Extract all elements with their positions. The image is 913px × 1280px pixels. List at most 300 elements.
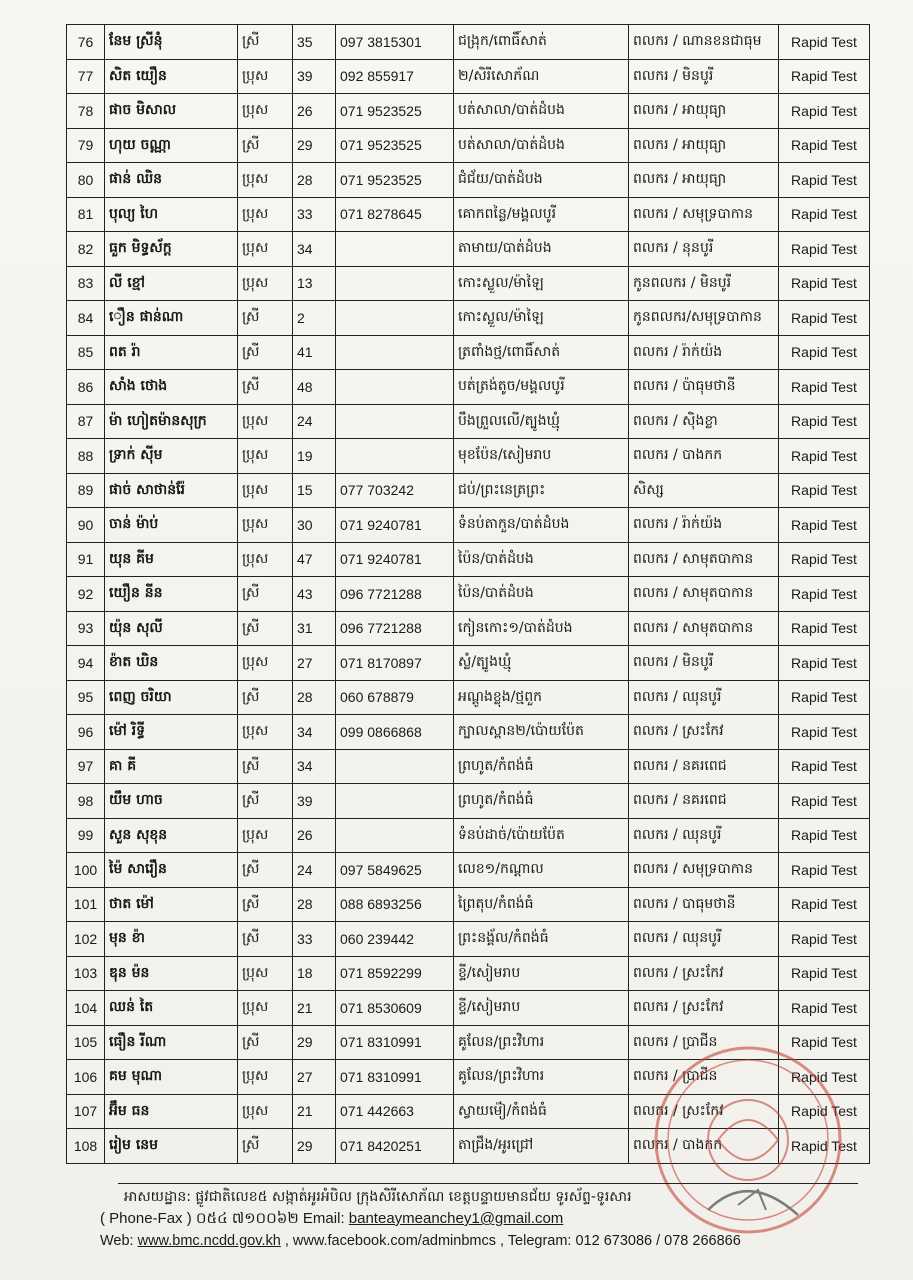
cell-phone-number [336, 818, 454, 853]
cell-row-number: 85 [67, 335, 105, 370]
cell-phone-number: 071 8420251 [336, 1129, 454, 1164]
cell-test-type: Rapid Test [779, 128, 870, 163]
cell-address: ជប់/ព្រះនេត្រព្រះ [454, 473, 629, 508]
cell-age: 48 [293, 370, 336, 405]
cell-occupation-destination: ពលករ / អាយុធ្យា [629, 94, 779, 129]
cell-sex: ស្រី [238, 335, 293, 370]
cell-address: ខ្ទី/សៀមរាប [454, 991, 629, 1026]
footer-divider [118, 1183, 858, 1184]
table-row [67, 715, 870, 750]
cell-row-number: 106 [67, 1060, 105, 1095]
cell-row-number: 83 [67, 266, 105, 301]
cell-age: 18 [293, 956, 336, 991]
table-row [67, 577, 870, 612]
cell-age: 33 [293, 197, 336, 232]
cell-sex: ប្រុស [238, 818, 293, 853]
table-row [67, 473, 870, 508]
cell-phone-number: 071 8592299 [336, 956, 454, 991]
cell-sex: ស្រី [238, 680, 293, 715]
cell-phone-number: 096 7721288 [336, 611, 454, 646]
cell-row-number: 103 [67, 956, 105, 991]
cell-address: លេខ១/កណ្ដាល [454, 853, 629, 888]
cell-test-type: Rapid Test [779, 94, 870, 129]
cell-age: 29 [293, 1129, 336, 1164]
table-row [67, 542, 870, 577]
cell-person-name: ឈន់ តៃ [105, 991, 238, 1026]
cell-age: 39 [293, 784, 336, 819]
table-row [67, 370, 870, 405]
cell-sex: ស្រី [238, 611, 293, 646]
cell-occupation-destination: ពលករ / ស្រះកែវ [629, 956, 779, 991]
cell-address: គូលែន/ព្រះវិហារ [454, 1025, 629, 1060]
cell-test-type: Rapid Test [779, 1129, 870, 1164]
cell-age: 28 [293, 163, 336, 198]
cell-person-name: អ៊ឹម ធន [105, 1094, 238, 1129]
cell-sex: ប្រុស [238, 473, 293, 508]
cell-address: តាមាយ/បាត់ដំបង [454, 232, 629, 267]
cell-age: 26 [293, 818, 336, 853]
cell-test-type: Rapid Test [779, 956, 870, 991]
cell-phone-number: 071 8278645 [336, 197, 454, 232]
cell-address: ប៉ៃន/បាត់ដំបង [454, 542, 629, 577]
cell-row-number: 93 [67, 611, 105, 646]
cell-sex: ស្រី [238, 370, 293, 405]
cell-age: 41 [293, 335, 336, 370]
cell-sex: ប្រុស [238, 1060, 293, 1095]
cell-address: គូលែន/ព្រះវិហារ [454, 1060, 629, 1095]
cell-age: 15 [293, 473, 336, 508]
footer [100, 1186, 880, 1252]
table-row [67, 301, 870, 336]
cell-phone-number: 071 8310991 [336, 1060, 454, 1095]
cell-test-type: Rapid Test [779, 508, 870, 543]
cell-test-type: Rapid Test [779, 163, 870, 198]
cell-person-name: ចាន់ ម៉ាប់ [105, 508, 238, 543]
cell-sex: ស្រី [238, 1025, 293, 1060]
cell-person-name: ផាច់ សាថាន់រ៉ែ [105, 473, 238, 508]
cell-age: 27 [293, 1060, 336, 1095]
cell-test-type: Rapid Test [779, 1094, 870, 1129]
cell-row-number: 94 [67, 646, 105, 681]
cell-phone-number [336, 439, 454, 474]
cell-occupation-destination: ពលករ / រ៉ាក់យ៉ង [629, 335, 779, 370]
cell-phone-number: 060 239442 [336, 922, 454, 957]
cell-sex: ប្រុស [238, 404, 293, 439]
cell-phone-number: 071 9523525 [336, 128, 454, 163]
cell-address: ខ្ទី/សៀមរាប [454, 956, 629, 991]
footer-facebook[interactable]: , www.facebook.com/adminbmcs [280, 1233, 496, 1249]
cell-sex: ស្រី [238, 853, 293, 888]
cell-test-type: Rapid Test [779, 232, 870, 267]
cell-occupation-destination: ពលករ / សមុទ្របាកាន [629, 853, 779, 888]
cell-row-number: 95 [67, 680, 105, 715]
cell-occupation-destination: ពលករ / បាងកក [629, 1129, 779, 1164]
cell-test-type: Rapid Test [779, 335, 870, 370]
cell-row-number: 88 [67, 439, 105, 474]
cell-test-type: Rapid Test [779, 473, 870, 508]
cell-sex: ប្រុស [238, 59, 293, 94]
cell-row-number: 102 [67, 922, 105, 957]
cell-person-name: គម មុណា [105, 1060, 238, 1095]
cell-occupation-destination: ពលករ / សាមុតបាកាន [629, 542, 779, 577]
cell-age: 35 [293, 25, 336, 60]
cell-address: តាជ្រឹង/អូរជ្រៅ [454, 1129, 629, 1164]
table-row [67, 232, 870, 267]
cell-occupation-destination: ពលករ / សាមុតបាកាន [629, 577, 779, 612]
table-row [67, 439, 870, 474]
cell-address: ទំនប់តាកួន/បាត់ដំបង [454, 508, 629, 543]
cell-address: ព្រះនង្គ័ល/កំពង់ធំ [454, 922, 629, 957]
table-row [67, 1094, 870, 1129]
cell-age: 19 [293, 439, 336, 474]
cell-occupation-destination: ពលករ / បាធុមថានី [629, 887, 779, 922]
cell-sex: ប្រុស [238, 163, 293, 198]
cell-occupation-destination: ពលករ / ឈុនបូរី [629, 680, 779, 715]
cell-phone-number: 071 8170897 [336, 646, 454, 681]
cell-occupation-destination: ពលករ / ប្រាជីន [629, 1060, 779, 1095]
cell-test-type: Rapid Test [779, 991, 870, 1026]
cell-age: 2 [293, 301, 336, 336]
cell-address: គោកពន្លៃ/មង្គលបូរី [454, 197, 629, 232]
cell-row-number: 82 [67, 232, 105, 267]
cell-row-number: 78 [67, 94, 105, 129]
cell-phone-number: 097 3815301 [336, 25, 454, 60]
cell-person-name: ឌុន ម៉ន [105, 956, 238, 991]
cell-age: 31 [293, 611, 336, 646]
cell-address: ព្រហូត/កំពង់ធំ [454, 784, 629, 819]
table-row [67, 956, 870, 991]
footer-telegram: , Telegram: 012 673086 / 078 266866 [495, 1233, 741, 1249]
cell-sex: ប្រុស [238, 197, 293, 232]
table-row [67, 646, 870, 681]
cell-row-number: 81 [67, 197, 105, 232]
table-row [67, 508, 870, 543]
cell-row-number: 86 [67, 370, 105, 405]
cell-occupation-destination: ពលករ / មិនបូរី [629, 646, 779, 681]
cell-person-name: នែម ស្រីនុំ [105, 25, 238, 60]
cell-person-name: ថាត ម៉ៅ [105, 887, 238, 922]
cell-address: ត្រពាំងថ្ម/ពោធិ៍សាត់ [454, 335, 629, 370]
cell-person-name: លី ខ្មៅ [105, 266, 238, 301]
cell-phone-number: 071 442663 [336, 1094, 454, 1129]
cell-occupation-destination: កូនពលករ/សមុទ្របាកាន [629, 301, 779, 336]
cell-occupation-destination: ពលករ / សាមុតបាកាន [629, 611, 779, 646]
cell-sex: ប្រុស [238, 991, 293, 1026]
cell-test-type: Rapid Test [779, 370, 870, 405]
cell-person-name: ពត រ៉ា [105, 335, 238, 370]
cell-test-type: Rapid Test [779, 853, 870, 888]
cell-address: ក្បាលស្ពាន២/ប៉ោយប៉ែត [454, 715, 629, 750]
cell-test-type: Rapid Test [779, 577, 870, 612]
cell-address: ២/សិរីសោភ័ណ [454, 59, 629, 94]
cell-phone-number [336, 749, 454, 784]
cell-sex: ប្រុស [238, 1094, 293, 1129]
cell-age: 28 [293, 680, 336, 715]
table-row [67, 887, 870, 922]
cell-occupation-destination: ពលករ / មិនបូរី [629, 59, 779, 94]
cell-sex: ស្រី [238, 784, 293, 819]
cell-age: 21 [293, 1094, 336, 1129]
cell-sex: ស្រី [238, 128, 293, 163]
cell-phone-number: 096 7721288 [336, 577, 454, 612]
cell-phone-number [336, 266, 454, 301]
roster-body [67, 25, 870, 1164]
footer-contact [100, 1208, 880, 1230]
table-row [67, 94, 870, 129]
cell-address: ជង្រុក/ពោធិ៍សាត់ [454, 25, 629, 60]
roster-table [66, 24, 870, 1164]
cell-test-type: Rapid Test [779, 59, 870, 94]
cell-age: 24 [293, 404, 336, 439]
cell-row-number: 108 [67, 1129, 105, 1164]
table-row [67, 128, 870, 163]
cell-phone-number: 071 9240781 [336, 508, 454, 543]
cell-row-number: 96 [67, 715, 105, 750]
cell-age: 34 [293, 749, 336, 784]
cell-person-name: ហុយ ចណ្ណា [105, 128, 238, 163]
cell-sex: ប្រុស [238, 439, 293, 474]
cell-sex: ស្រី [238, 25, 293, 60]
cell-address: ទំនប់ដាច់/ប៉ោយប៉ែត [454, 818, 629, 853]
cell-address: ជំជ័យ/បាត់ដំបង [454, 163, 629, 198]
cell-sex: ស្រី [238, 1129, 293, 1164]
cell-sex: ប្រុស [238, 542, 293, 577]
footer-web-label: Web: [100, 1233, 138, 1249]
cell-age: 29 [293, 1025, 336, 1060]
cell-occupation-destination: ពលករ / ស៊ិងខ្លា [629, 404, 779, 439]
cell-person-name: ពេញ ចរិយា [105, 680, 238, 715]
cell-sex: ប្រុស [238, 956, 293, 991]
cell-sex: ស្រី [238, 922, 293, 957]
cell-person-name: យ៉ុន សុលី [105, 611, 238, 646]
cell-test-type: Rapid Test [779, 197, 870, 232]
cell-test-type: Rapid Test [779, 611, 870, 646]
cell-address: ព្រៃតុប/កំពង់ធំ [454, 887, 629, 922]
cell-age: 29 [293, 128, 336, 163]
cell-person-name: ធួក មិទ្ធស័ក្ដ [105, 232, 238, 267]
cell-phone-number: 071 8530609 [336, 991, 454, 1026]
cell-test-type: Rapid Test [779, 1060, 870, 1095]
table-row [67, 266, 870, 301]
cell-occupation-destination: កូនពលករ / មិនបូរី [629, 266, 779, 301]
cell-row-number: 92 [67, 577, 105, 612]
cell-occupation-destination: ពលករ / នុនបូរី [629, 232, 779, 267]
footer-address: អាសយដ្ឋាន: ផ្លូវជាតិលេខ៥ សង្កាត់អូរអំបិល ក្រុងសិរីសោភ័ណ ខេត្តបន្ទាយមានជ័យ ទូរស័ព្ទ-ទូរសារ [124, 1189, 632, 1205]
footer-email-link[interactable]: banteaymeanchey1@gmail.com [348, 1210, 564, 1227]
cell-row-number: 87 [67, 404, 105, 439]
footer-phone: ( Phone-Fax ) ០៥៤ ៧១០០៦២ Email: [100, 1210, 349, 1227]
cell-phone-number: 088 6893256 [336, 887, 454, 922]
cell-age: 47 [293, 542, 336, 577]
cell-person-name: យុន គីម [105, 542, 238, 577]
cell-row-number: 89 [67, 473, 105, 508]
cell-phone-number: 092 855917 [336, 59, 454, 94]
cell-test-type: Rapid Test [779, 542, 870, 577]
cell-address: មុខប៉ែន/សៀមរាប [454, 439, 629, 474]
cell-row-number: 101 [67, 887, 105, 922]
table-row [67, 991, 870, 1026]
cell-phone-number [336, 404, 454, 439]
table-row [67, 1060, 870, 1095]
cell-sex: ប្រុស [238, 266, 293, 301]
cell-person-name: ទ្រាក់ ស៊ីម [105, 439, 238, 474]
cell-occupation-destination: ពលករ / ឈុនបូរី [629, 922, 779, 957]
cell-test-type: Rapid Test [779, 301, 870, 336]
table-row [67, 1025, 870, 1060]
cell-row-number: 107 [67, 1094, 105, 1129]
cell-row-number: 100 [67, 853, 105, 888]
cell-address: ប៉ៃន/បាត់ដំបង [454, 577, 629, 612]
cell-occupation-destination: ពលករ / ប៉ាធុមថានី [629, 370, 779, 405]
table-row [67, 749, 870, 784]
cell-address: បឹងព្រួលលើ/ត្បូងឃ្មុំ [454, 404, 629, 439]
cell-address: កោះស្លួល/ម៉ាឡៃ [454, 301, 629, 336]
cell-test-type: Rapid Test [779, 715, 870, 750]
cell-age: 39 [293, 59, 336, 94]
cell-person-name: យឹម ហាច [105, 784, 238, 819]
table-row [67, 404, 870, 439]
cell-phone-number: 071 8310991 [336, 1025, 454, 1060]
cell-person-name: ម៉ា ហៀតម៉ានសុក្រ [105, 404, 238, 439]
cell-address: ព្រហូត/កំពង់ធំ [454, 749, 629, 784]
cell-age: 33 [293, 922, 336, 957]
cell-test-type: Rapid Test [779, 1025, 870, 1060]
cell-address: ស្វាយម៉ៀ/កំពង់ធំ [454, 1094, 629, 1129]
cell-row-number: 90 [67, 508, 105, 543]
footer-web [100, 1230, 880, 1252]
table-row [67, 680, 870, 715]
cell-phone-number: 071 9523525 [336, 163, 454, 198]
cell-phone-number [336, 301, 454, 336]
cell-row-number: 98 [67, 784, 105, 819]
cell-person-name: ផាច មិសាល [105, 94, 238, 129]
table-row [67, 853, 870, 888]
cell-occupation-destination: ពលករ / នគរពេជ [629, 784, 779, 819]
cell-phone-number: 071 9240781 [336, 542, 454, 577]
cell-person-name: ធឿន រីណា [105, 1025, 238, 1060]
cell-occupation-destination: ពលករ / សមុទ្របាកាន [629, 197, 779, 232]
cell-test-type: Rapid Test [779, 439, 870, 474]
cell-test-type: Rapid Test [779, 749, 870, 784]
cell-test-type: Rapid Test [779, 266, 870, 301]
cell-row-number: 99 [67, 818, 105, 853]
table-row [67, 59, 870, 94]
cell-test-type: Rapid Test [779, 646, 870, 681]
cell-age: 43 [293, 577, 336, 612]
cell-phone-number [336, 335, 454, 370]
cell-sex: ប្រុស [238, 715, 293, 750]
cell-test-type: Rapid Test [779, 922, 870, 957]
cell-test-type: Rapid Test [779, 784, 870, 819]
cell-phone-number: 097 5849625 [336, 853, 454, 888]
table-row [67, 197, 870, 232]
cell-test-type: Rapid Test [779, 887, 870, 922]
cell-occupation-destination: ពលករ / ស្រះកែវ [629, 1094, 779, 1129]
cell-person-name: ឿន ផាន់ណា [105, 301, 238, 336]
cell-row-number: 105 [67, 1025, 105, 1060]
cell-age: 34 [293, 715, 336, 750]
cell-occupation-destination: ពលករ / ឈុនបូរី [629, 818, 779, 853]
cell-age: 34 [293, 232, 336, 267]
cell-address: អណ្ដូងខ្លុង/ថ្មពួក [454, 680, 629, 715]
cell-row-number: 77 [67, 59, 105, 94]
cell-sex: ប្រុស [238, 646, 293, 681]
cell-phone-number: 077 703242 [336, 473, 454, 508]
table-row [67, 25, 870, 60]
cell-person-name: រៀម នេម [105, 1129, 238, 1164]
table-row [67, 1129, 870, 1164]
cell-person-name: គា គី [105, 749, 238, 784]
cell-occupation-destination: ពលករ / រ៉ាក់យ៉ង [629, 508, 779, 543]
table-row [67, 922, 870, 957]
table-row [67, 163, 870, 198]
cell-person-name: មុន ខ៉ា [105, 922, 238, 957]
cell-phone-number [336, 370, 454, 405]
cell-row-number: 104 [67, 991, 105, 1026]
cell-person-name: យឿន នីន [105, 577, 238, 612]
table-row [67, 818, 870, 853]
footer-website-link[interactable]: www.bmc.ncdd.gov.kh [137, 1233, 281, 1249]
cell-row-number: 84 [67, 301, 105, 336]
cell-phone-number [336, 232, 454, 267]
cell-occupation-destination: ពលករ / ស្រះកែវ [629, 991, 779, 1026]
cell-person-name: សួន សុខុន [105, 818, 238, 853]
cell-person-name: ខ៉ាត ឃិន [105, 646, 238, 681]
cell-address: បត់សាលា/បាត់ដំបង [454, 128, 629, 163]
cell-occupation-destination: សិស្ស [629, 473, 779, 508]
cell-address: ស្លំ/ត្បូងឃ្មុំ [454, 646, 629, 681]
cell-sex: ប្រុស [238, 94, 293, 129]
cell-occupation-destination: ពលករ / បាងកក [629, 439, 779, 474]
cell-age: 30 [293, 508, 336, 543]
cell-person-name: ម៉ៃ សារឿន [105, 853, 238, 888]
cell-test-type: Rapid Test [779, 25, 870, 60]
cell-person-name: សាំង ថោង [105, 370, 238, 405]
table-row [67, 335, 870, 370]
cell-occupation-destination: ពលករ / នគរពេជ [629, 749, 779, 784]
cell-address: បត់ត្រង់តូច/មង្គលបូរី [454, 370, 629, 405]
cell-test-type: Rapid Test [779, 404, 870, 439]
table-row [67, 784, 870, 819]
cell-row-number: 79 [67, 128, 105, 163]
cell-sex: ស្រី [238, 577, 293, 612]
cell-row-number: 97 [67, 749, 105, 784]
cell-sex: ស្រី [238, 749, 293, 784]
cell-occupation-destination: ពលករ / ស្រះកែវ [629, 715, 779, 750]
cell-age: 13 [293, 266, 336, 301]
cell-person-name: ម៉ៅ រិទ្ធី [105, 715, 238, 750]
cell-sex: ប្រុស [238, 508, 293, 543]
cell-test-type: Rapid Test [779, 818, 870, 853]
cell-age: 27 [293, 646, 336, 681]
cell-occupation-destination: ពលករ / ណានខនជាធុម [629, 25, 779, 60]
cell-phone-number: 099 0866868 [336, 715, 454, 750]
cell-phone-number: 060 678879 [336, 680, 454, 715]
cell-address: កៀនកោះ១/បាត់ដំបង [454, 611, 629, 646]
cell-address: បត់សាលា/បាត់ដំបង [454, 94, 629, 129]
cell-sex: ប្រុស [238, 232, 293, 267]
cell-row-number: 91 [67, 542, 105, 577]
cell-occupation-destination: ពលករ / អាយុធ្យា [629, 128, 779, 163]
table-row [67, 611, 870, 646]
cell-age: 28 [293, 887, 336, 922]
cell-person-name: សិត យឿន [105, 59, 238, 94]
cell-age: 26 [293, 94, 336, 129]
cell-row-number: 76 [67, 25, 105, 60]
cell-sex: ស្រី [238, 887, 293, 922]
cell-phone-number: 071 9523525 [336, 94, 454, 129]
cell-occupation-destination: ពលករ / អាយុធ្យា [629, 163, 779, 198]
